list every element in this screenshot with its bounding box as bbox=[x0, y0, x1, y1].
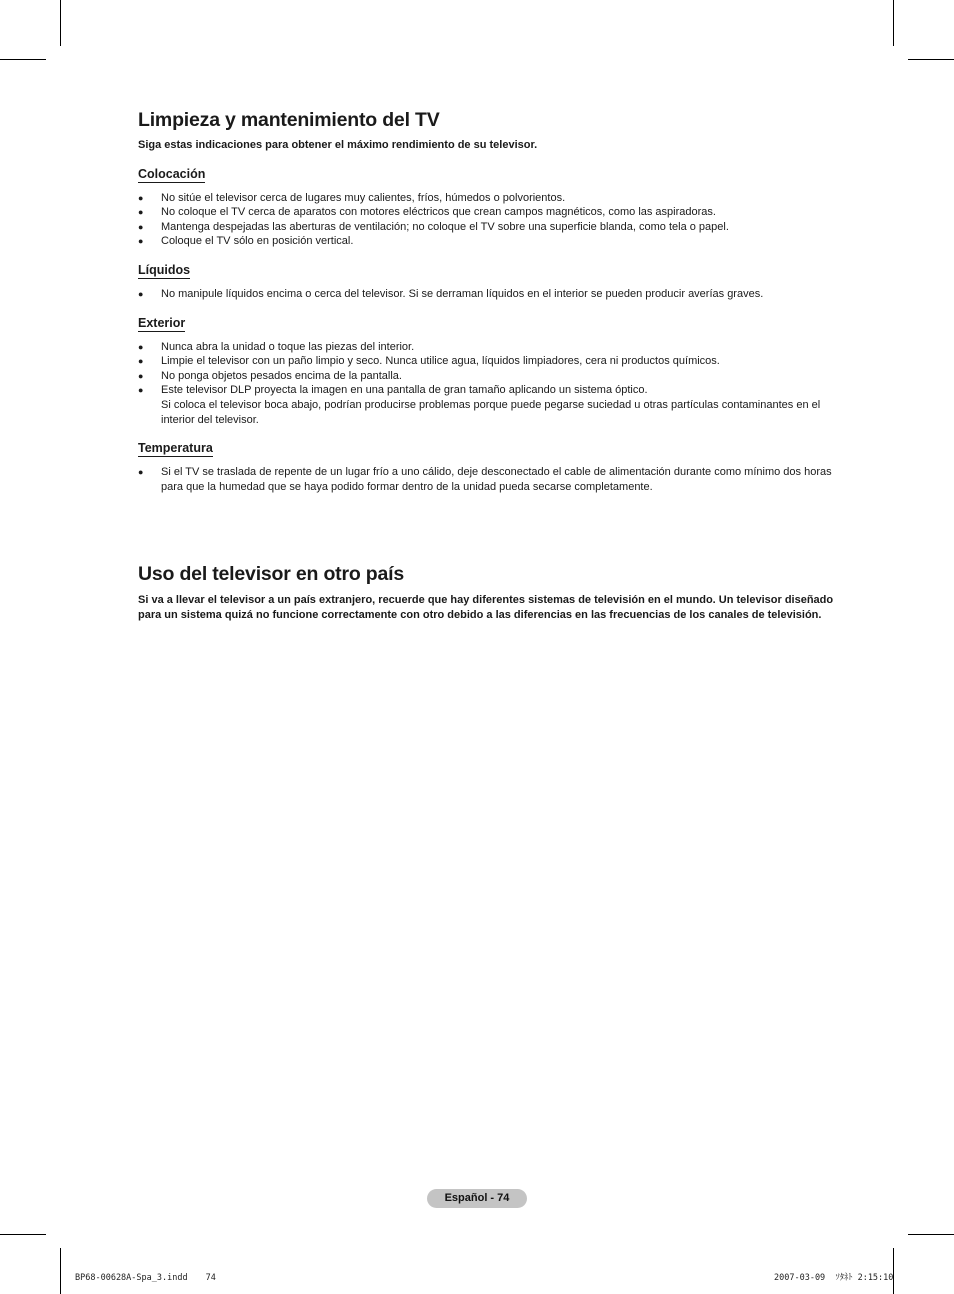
bullet-icon: ● bbox=[138, 221, 144, 232]
subsection-temperature bbox=[138, 439, 848, 494]
subsection-heading-exterior: Exterior bbox=[138, 315, 186, 330]
bullet-icon: ● bbox=[138, 341, 144, 352]
list-item-continuation: Si coloca el televisor boca abajo, podrían producirse problemas porque puede pegarse suciedad u otras partículas contaminantes en el interior del televisor. bbox=[161, 398, 821, 426]
list-item: ● Mantenga despejadas las aberturas de ventilación; no coloque el TV sobre una superficie blanda, como tela o papel. bbox=[138, 220, 729, 233]
crop-mark-top-right-h bbox=[908, 59, 954, 60]
crop-mark-bottom-left-h bbox=[0, 1234, 46, 1235]
list-item: ● No coloque el TV cerca de aparatos con motores eléctricos que crean campos magnéticos, como las aspiradoras. bbox=[138, 206, 716, 219]
subsection-liquids bbox=[138, 261, 848, 302]
subsection-heading-liquids: Líquidos bbox=[138, 262, 191, 277]
print-slug-timestamp bbox=[774, 1273, 893, 1284]
crop-mark-bottom-right-h bbox=[908, 1234, 954, 1235]
print-slug-day: ｿﾀﾈﾄ bbox=[835, 1272, 853, 1284]
bullet-list-exterior bbox=[138, 340, 848, 428]
list-item: ● No ponga objetos pesados encima de la pantalla. bbox=[138, 369, 402, 382]
list-item: ● Si el TV se traslada de repente de un lugar frío a uno cálido, deje desconectado el cable de alimentación durante como mínimo dos horas para que la humedad que se haya podido formar dentro de la unidad pueda secarse completamente. bbox=[138, 466, 832, 493]
bullet-list-temperature bbox=[138, 465, 848, 494]
print-slug-filename: BP68-00628A-Spa_3.indd bbox=[75, 1272, 188, 1284]
list-item: ● No sitúe el televisor cerca de lugares muy calientes, fríos, húmedos o polvorientos. bbox=[138, 191, 566, 204]
bullet-icon: ● bbox=[138, 288, 144, 299]
bullet-icon: ● bbox=[138, 370, 144, 381]
print-slug-page: 74 bbox=[205, 1272, 216, 1284]
bullet-icon: ● bbox=[138, 192, 144, 203]
list-item: ● No manipule líquidos encima o cerca del televisor. Si se derraman líquidos en el interior se pueden producir averías graves. bbox=[138, 287, 764, 300]
print-slug-time: 2:15:10 bbox=[857, 1272, 894, 1284]
subsection-heading-temperature: Temperatura bbox=[138, 441, 213, 456]
bullet-icon: ● bbox=[138, 236, 144, 247]
crop-mark-top-right-v bbox=[893, 0, 894, 46]
section-title-other-country: Uso del televisor en otro país bbox=[138, 563, 404, 585]
bullet-icon: ● bbox=[138, 385, 144, 396]
crop-mark-top-left-h bbox=[0, 59, 46, 60]
crop-mark-bottom-right-v bbox=[893, 1248, 894, 1294]
section-cleaning bbox=[138, 108, 848, 494]
bullet-list-liquids bbox=[138, 287, 848, 302]
list-item: ● Este televisor DLP proyecta la imagen en una pantalla de gran tamaño aplicando un sistema óptico. Si coloca el televisor boca abajo, podrían producirse problemas porque puede pegarse suciedad u otras partículas contaminantes en el interior del televisor. bbox=[138, 384, 821, 426]
page-number-badge: Español - 74 bbox=[427, 1189, 527, 1208]
crop-mark-bottom-left-v bbox=[60, 1248, 61, 1294]
section-intro-cleaning: Siga estas indicaciones para obtener el máximo rendimiento de su televisor. bbox=[138, 139, 538, 151]
bullet-list-placement bbox=[138, 191, 848, 249]
subsection-exterior bbox=[138, 314, 848, 428]
subsection-placement bbox=[138, 165, 848, 249]
subsection-heading-placement: Colocación bbox=[138, 166, 206, 181]
list-item: ● Limpie el televisor con un paño limpio y seco. Nunca utilice agua, líquidos limpiadores, cera ni productos químicos. bbox=[138, 355, 720, 368]
section-title-cleaning: Limpieza y mantenimiento del TV bbox=[138, 109, 440, 131]
bullet-icon: ● bbox=[138, 207, 144, 218]
section-other-country bbox=[138, 562, 848, 622]
section-intro-other-country: Si va a llevar el televisor a un país extranjero, recuerde que hay diferentes sistemas de televisión en el mundo. Un televisor diseñado para un sistema quizá no funcione correctamente con otro debido a las diferencias en las frecuencias de los canales de televisión. bbox=[138, 594, 834, 621]
list-item: ● Coloque el TV sólo en posición vertical. bbox=[138, 235, 354, 248]
bullet-icon: ● bbox=[138, 467, 144, 478]
print-slug-file bbox=[75, 1273, 216, 1284]
bullet-icon: ● bbox=[138, 356, 144, 367]
crop-mark-top-left-v bbox=[60, 0, 61, 46]
print-slug-date: 2007-03-09 bbox=[774, 1272, 826, 1284]
list-item: ● Nunca abra la unidad o toque las piezas del interior. bbox=[138, 340, 415, 353]
